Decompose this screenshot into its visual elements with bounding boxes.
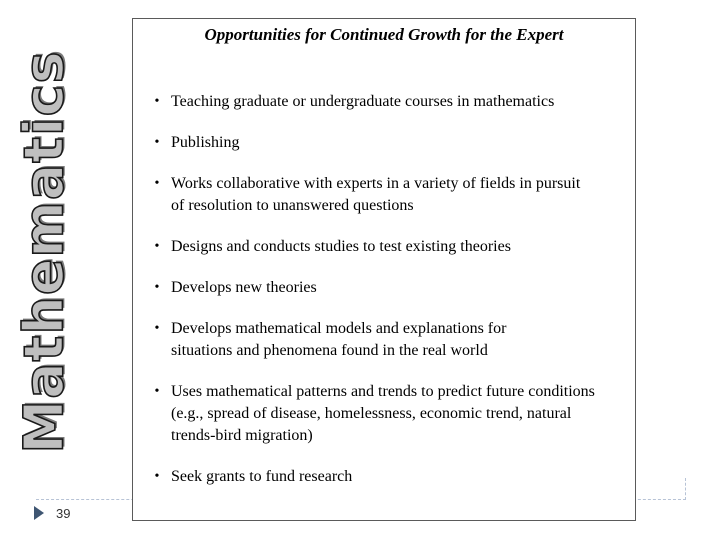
list-item: [154, 381, 611, 447]
content-box: [132, 18, 636, 521]
list-item: [154, 466, 631, 488]
list-item: [154, 277, 631, 299]
bullet-text: Seek grants to fund research: [171, 468, 353, 485]
bullet-dot-icon: •: [154, 469, 160, 484]
page-number: 39: [56, 506, 71, 521]
bullet-dot-icon: •: [154, 280, 160, 295]
bullet-dot-icon: •: [154, 176, 160, 191]
bullet-text: Works collaborative with experts in a variety of fields in pursuit of resolution to unanswered questions: [171, 175, 581, 214]
bullet-dot-icon: •: [154, 321, 160, 336]
box-heading: Opportunities for Continued Growth for the Expert: [204, 25, 564, 44]
bullet-text: Develops new theories: [171, 279, 317, 296]
bullet-text: Develops mathematical models and explanations for situations and phenomena found in the real world: [171, 320, 507, 359]
bullet-text: Publishing: [171, 134, 240, 151]
footer-divider-end: [685, 478, 686, 500]
triangle-right-icon: [34, 506, 44, 520]
bullet-text: Designs and conducts studies to test existing theories: [171, 238, 511, 255]
list-item: [154, 318, 571, 362]
bullet-text: Teaching graduate or undergraduate courses in mathematics: [171, 93, 555, 110]
bullet-dot-icon: •: [154, 135, 160, 150]
list-item: [154, 173, 591, 217]
bullet-dot-icon: •: [154, 94, 160, 109]
list-item: [154, 132, 631, 154]
side-title: Mathematics: [12, 50, 76, 454]
bullet-dot-icon: •: [154, 384, 160, 399]
list-item: [154, 236, 631, 258]
list-item: [154, 91, 631, 113]
bullet-dot-icon: •: [154, 239, 160, 254]
bullet-text: Uses mathematical patterns and trends to predict future conditions (e.g., spread of disease, homelessness, economic trend, natural trends-bird migration): [171, 383, 595, 444]
